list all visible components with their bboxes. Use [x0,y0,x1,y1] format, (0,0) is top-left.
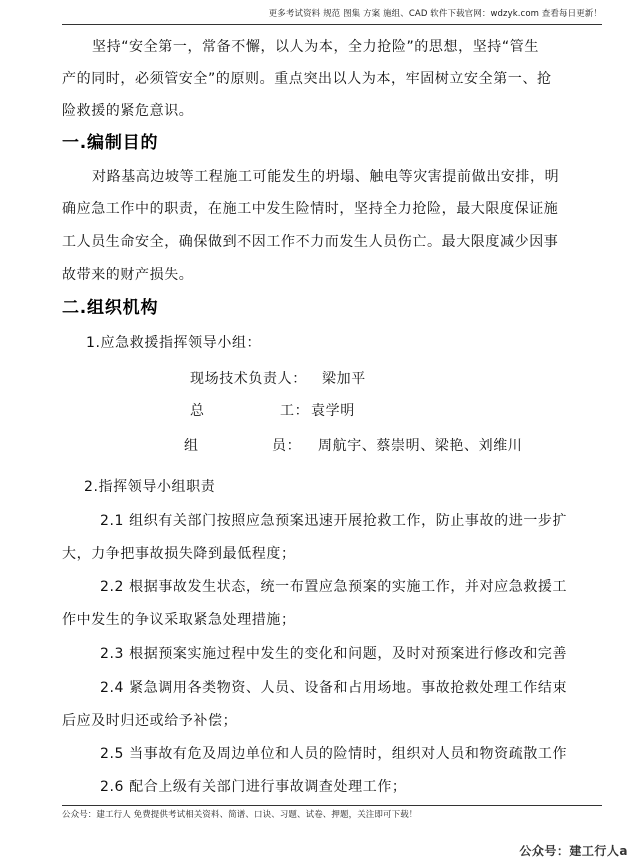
tech-lead-label: 现场技术负责人： [190,371,307,387]
duty-2-2-line-1: 2.2 根据事故发生状态，统一布置应急预案的实施工作，并对应急救援工 [100,579,568,595]
tech-lead-name: 梁加平 [322,371,366,387]
group-member-label-b: 员： [272,438,302,454]
section-1-heading: 一.编制目的 [62,133,159,153]
intro-line-3: 险救援的紧危意识。 [62,103,194,119]
footer-divider [62,805,602,806]
subsection-2-title: 2.指挥领导小组职责 [84,479,216,495]
page-footer: 公众号：建工行人 免费提供考试相关资料、简谱、口诀、习题、试卷、押题，关注即可下载！ [62,810,418,820]
page-header: 更多考试资料 规范 图集 方案 施组、CAD 软件下载官网：wdzyk.com 查看每日更新！ [268,9,602,19]
duty-2-2-line-2: 作中发生的争议采取紧急处理措施； [62,612,296,628]
section-2-heading: 二.组织机构 [62,298,159,318]
duty-2-5-line-1: 2.5 当事故有危及周边单位和人员的险情时，组织对人员和物资疏散工作 [100,746,568,762]
duty-2-1-line-1: 2.1 组织有关部门按照应急预案迅速开展抢救工作，防止事故的进一步扩 [100,513,568,529]
duty-2-3-line-1: 2.3 根据预案实施过程中发生的变化和问题，及时对预案进行修改和完善 [100,646,568,662]
chief-engineer-label-b: 工： [280,403,310,419]
section-1-line-1: 对路基高边坡等工程施工可能发生的坍塌、触电等灾害提前做出安排，明 [92,169,560,185]
subsection-1-title: 1.应急救援指挥领导小组： [86,335,262,351]
chief-engineer-label-a: 总 [190,403,205,419]
group-member-names: 周航宇、蔡崇明、梁艳、刘维川 [318,438,523,454]
header-divider [62,24,602,25]
duty-2-4-line-2: 后应及时归还或给予补偿； [62,713,238,729]
watermark: 公众号：建工行人a [519,844,628,858]
duty-2-6-line-1: 2.6 配合上级有关部门进行事故调查处理工作； [100,779,407,795]
section-1-line-3: 工人员生命安全，确保做到不因工作不力而发生人员伤亡。最大限度减少因事 [62,234,559,250]
intro-line-1: 坚持“安全第一，常备不懈，以人为本，全力抢险”的思想，坚持“管生 [92,39,539,55]
duty-2-1-line-2: 大，力争把事故损失降到最低程度； [62,546,296,562]
chief-engineer-name: 袁学明 [311,403,355,419]
section-1-line-2: 确应急工作中的职责，在施工中发生险情时，坚持全力抢险，最大限度保证施 [62,201,559,217]
section-1-line-4: 故带来的财产损失。 [62,267,194,283]
group-member-label-a: 组 [184,438,199,454]
duty-2-4-line-1: 2.4 紧急调用各类物资、人员、设备和占用场地。事故抢救处理工作结束 [100,680,568,696]
intro-line-2: 产的同时，必须管安全”的原则。重点突出以人为本，牢固树立安全第一、抢 [62,71,552,87]
